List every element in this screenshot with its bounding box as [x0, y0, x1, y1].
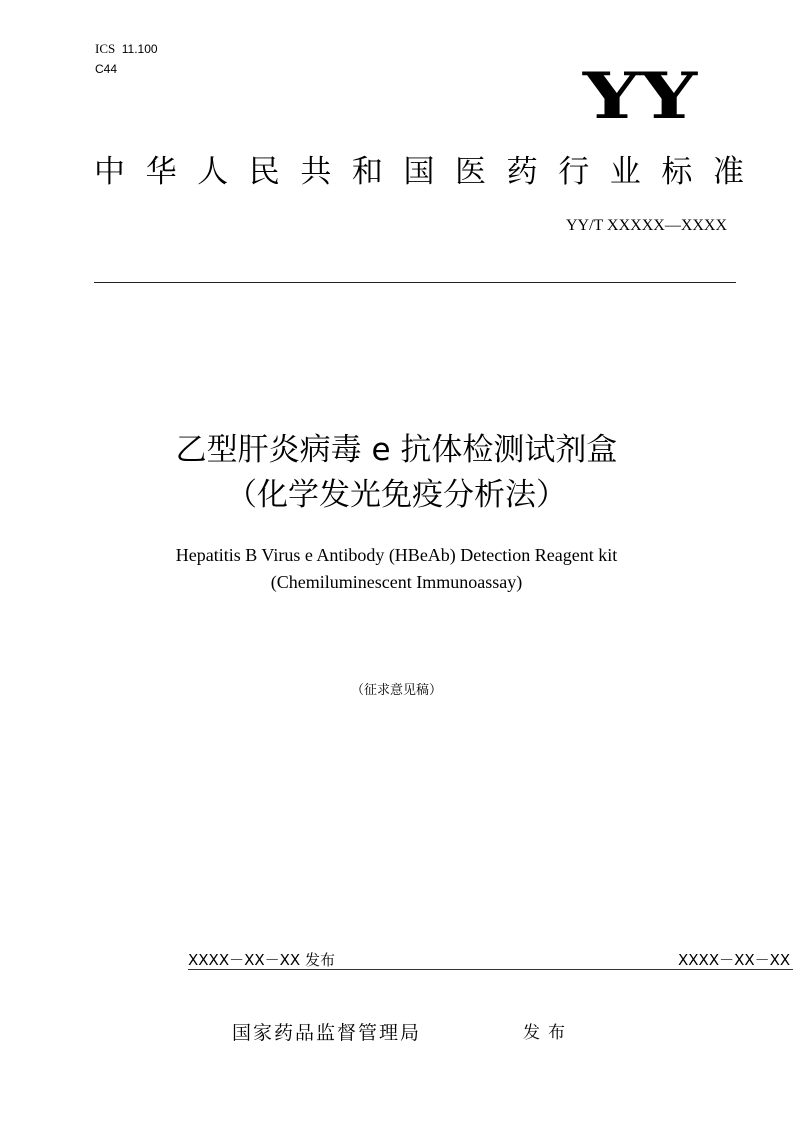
date-divider: [188, 969, 793, 970]
effective-date: XXXX－XX－XX: [678, 951, 791, 969]
title-chinese-line1: 乙型肝炎病毒 e 抗体检测试剂盒: [175, 432, 618, 468]
issue-label: 发布: [523, 1023, 573, 1043]
std-char: 行: [558, 154, 590, 190]
draft-status: （征求意见稿）: [350, 683, 442, 698]
std-char: 国: [403, 154, 435, 190]
title-english-line2: (Chemiluminescent Immunoassay): [270, 572, 523, 592]
standard-body-title: [94, 152, 744, 192]
title-english-line1: Hepatitis B Virus e Antibody (HBeAb) Detection Reagent kit: [175, 545, 618, 565]
publish-date: XXXX－XX－XX 发布: [188, 951, 335, 969]
yy-logo: YY: [582, 59, 698, 134]
header-divider: [94, 282, 736, 283]
ics-label: ICS: [95, 41, 116, 56]
std-char: 共: [300, 154, 332, 190]
std-char: 人: [197, 154, 229, 190]
std-char: 药: [506, 154, 538, 190]
classification-code: C44: [95, 62, 118, 76]
standard-number: YY/T XXXXX—XXXX: [566, 217, 728, 234]
ics-code: [95, 40, 158, 58]
issuing-authority: 国家药品监督管理局: [232, 1022, 422, 1044]
title-chinese-line2: （化学发光免疫分析法）: [226, 477, 567, 513]
std-char: 中: [94, 154, 125, 190]
std-char: 和: [351, 154, 383, 190]
std-char: 业: [609, 154, 641, 190]
std-char: 华: [145, 154, 177, 190]
std-char: 准: [712, 154, 744, 190]
std-char: 医: [455, 154, 487, 190]
ics-number: 11.100: [121, 42, 158, 56]
std-char: 标: [661, 154, 693, 190]
std-char: 民: [248, 154, 280, 190]
